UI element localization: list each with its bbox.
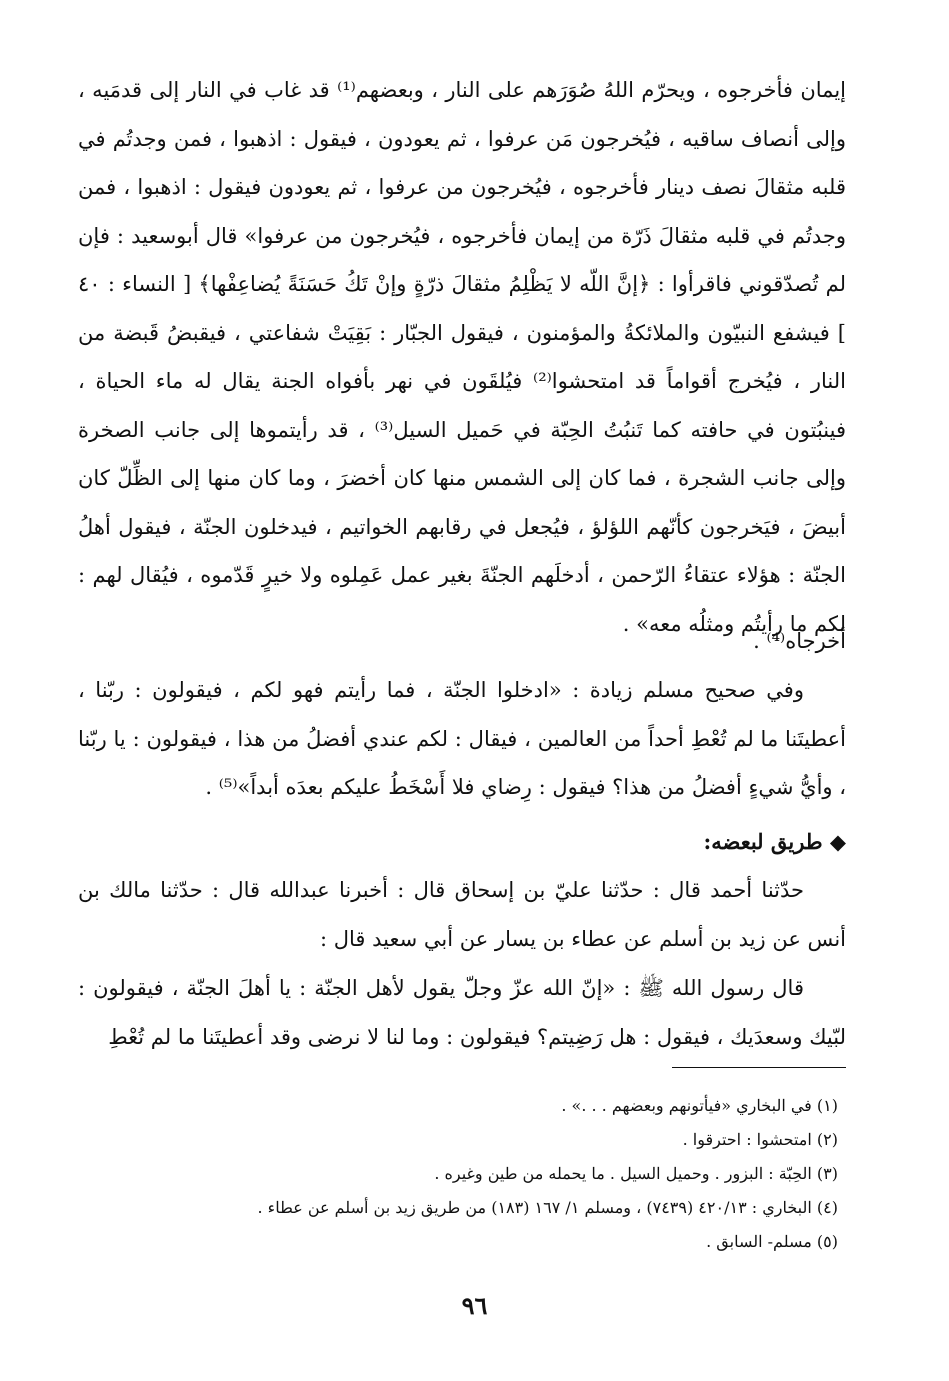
paragraph-text: إيمان فأخرجوه ، ويحرّم اللهُ صُوَرَهم على النار ، وبعضهم⁽¹⁾ قد غاب في النار إلى قدمَيه ، وإلى أنصاف ساقيه ، فيُخرجون مَن عرفوا ، ثم يعودون ، فيقول : اذهبوا ، فمن وجدتُم في قلبه مثقالَ نصف دينار فأخرجوه ، فيُخرجون من عرفوا ، ثم يعودون فيقول : اذهبوا ، فمن وجدتُم في قلبه مثقالَ ذَرّة من إيمان فأخرجوه ، فيُخرجون من عرفوا» قال أبوسعيد : فإن لم تُصدّقوني فاقرأوا : ﴿إنَّ اللّه لا يَظْلِمُ مثقالَ ذرّةٍ وإنْ تَكُ حَسَنَةً يُضاعِفْها﴾ [ النساء : ٤٠ ] فيشفع النبيّون والملائكةُ والمؤمنون ، فيقول الجبّار : بَقِيَتْ شفاعتي ، فيقبضُ قَبضة من النار ، فيُخرج أقواماً قد امتحشوا⁽²⁾ فيُلقَون في نهر بأفواه الجنة يقال له ماء الحياة ، فينبُتون في حافته كما تَنبُتُ الحِبّة في حَميل السيل⁽³⁾ ، قد رأيتموها إلى جانب الصخرة وإلى جانب الشجرة ، فما كان إلى الشمس منها كان أخضرَ ، وما كان منها إلى الظِّلّ كان أبيضَ ، فيَخرجون كأنّهم اللؤلؤ ، فيُجعل في رقابهم الخواتيم ، فيدخلون الجنّة ، فيقول أهلُ الجنّة : هؤلاء عتقاءُ الرّحمن ، أدخلَهم الجنّةَ بغير عمل عَمِلوه ولا خيرٍ قَدّموه ، فيُقال لهم : لكم ما رأيتُم ومثلُه معه» .: [78, 78, 847, 636]
body-paragraph-hadith: [78, 66, 846, 648]
footnote-5: (٥) مسلم- السابق .: [706, 1232, 838, 1251]
heading-text: ◆ طريق لبعضه:: [703, 829, 846, 854]
section-heading: [78, 818, 846, 867]
footnote-1: (١) في البخاري «فيأتونهم وبعضهم . . .» .: [561, 1096, 838, 1115]
paragraph-text: قال رسول الله ﷺ : «إنّ الله عزّ وجلّ يقول لأهل الجنّة : يا أهلَ الجنّة ، فيقولون : لبّيك وسعدَيك ، فيقول : هل رَضِيتم؟ فيقولون : وما لنا لا نرضى وقد أعطيتَنا ما لم تُعْطِ: [78, 976, 846, 1049]
page-number: ٩٦: [461, 1291, 488, 1320]
body-paragraph-muslim-addition: [78, 666, 846, 812]
body-paragraph-takhrij: [78, 617, 846, 666]
footnote-divider: [672, 1067, 846, 1068]
paragraph-text: وفي صحيح مسلم زيادة : «ادخلوا الجنّة ، فما رأيتم فهو لكم ، فيقولون : ربّنا ، أعطيتَنا ما لم تُعْطِ أحداً من العالمين ، فيقال : لكم عندي أفضلُ من هذا ، فيقولون : يا ربّنا ، وأيُّ شيءٍ أفضلُ من هذا؟ فيقول : رِضاي فلا أَسْخَطُ عليكم بعدَه أبداً»⁽⁵⁾ .: [78, 678, 846, 799]
footnote-2: (٢) امتحشوا : احترقوا .: [682, 1130, 838, 1149]
paragraph-text: حدّثنا أحمد قال : حدّثنا عليّ بن إسحاق قال : أخبرنا عبدالله قال : حدّثنا مالك بن أنس عن زيد بن أسلم عن عطاء بن يسار عن أبي سعيد قال :: [78, 878, 846, 951]
body-paragraph-isnad: [78, 866, 846, 963]
footnotes: [78, 1089, 838, 1259]
footnote-4: (٤) البخاري : ٤٢٠/١٣ (٧٤٣٩) ، ومسلم ١/ ١٦٧ (١٨٣) من طريق زيد بن أسلم عن عطاء .: [257, 1198, 838, 1217]
paragraph-text: أخرجاه⁽⁴⁾ .: [753, 629, 846, 653]
body-paragraph-hadith-matn: [78, 964, 846, 1061]
footnote-3: (٣) الحِبّة : البزور . وحميل السيل . ما يحمله من طين وغيره .: [434, 1164, 838, 1183]
